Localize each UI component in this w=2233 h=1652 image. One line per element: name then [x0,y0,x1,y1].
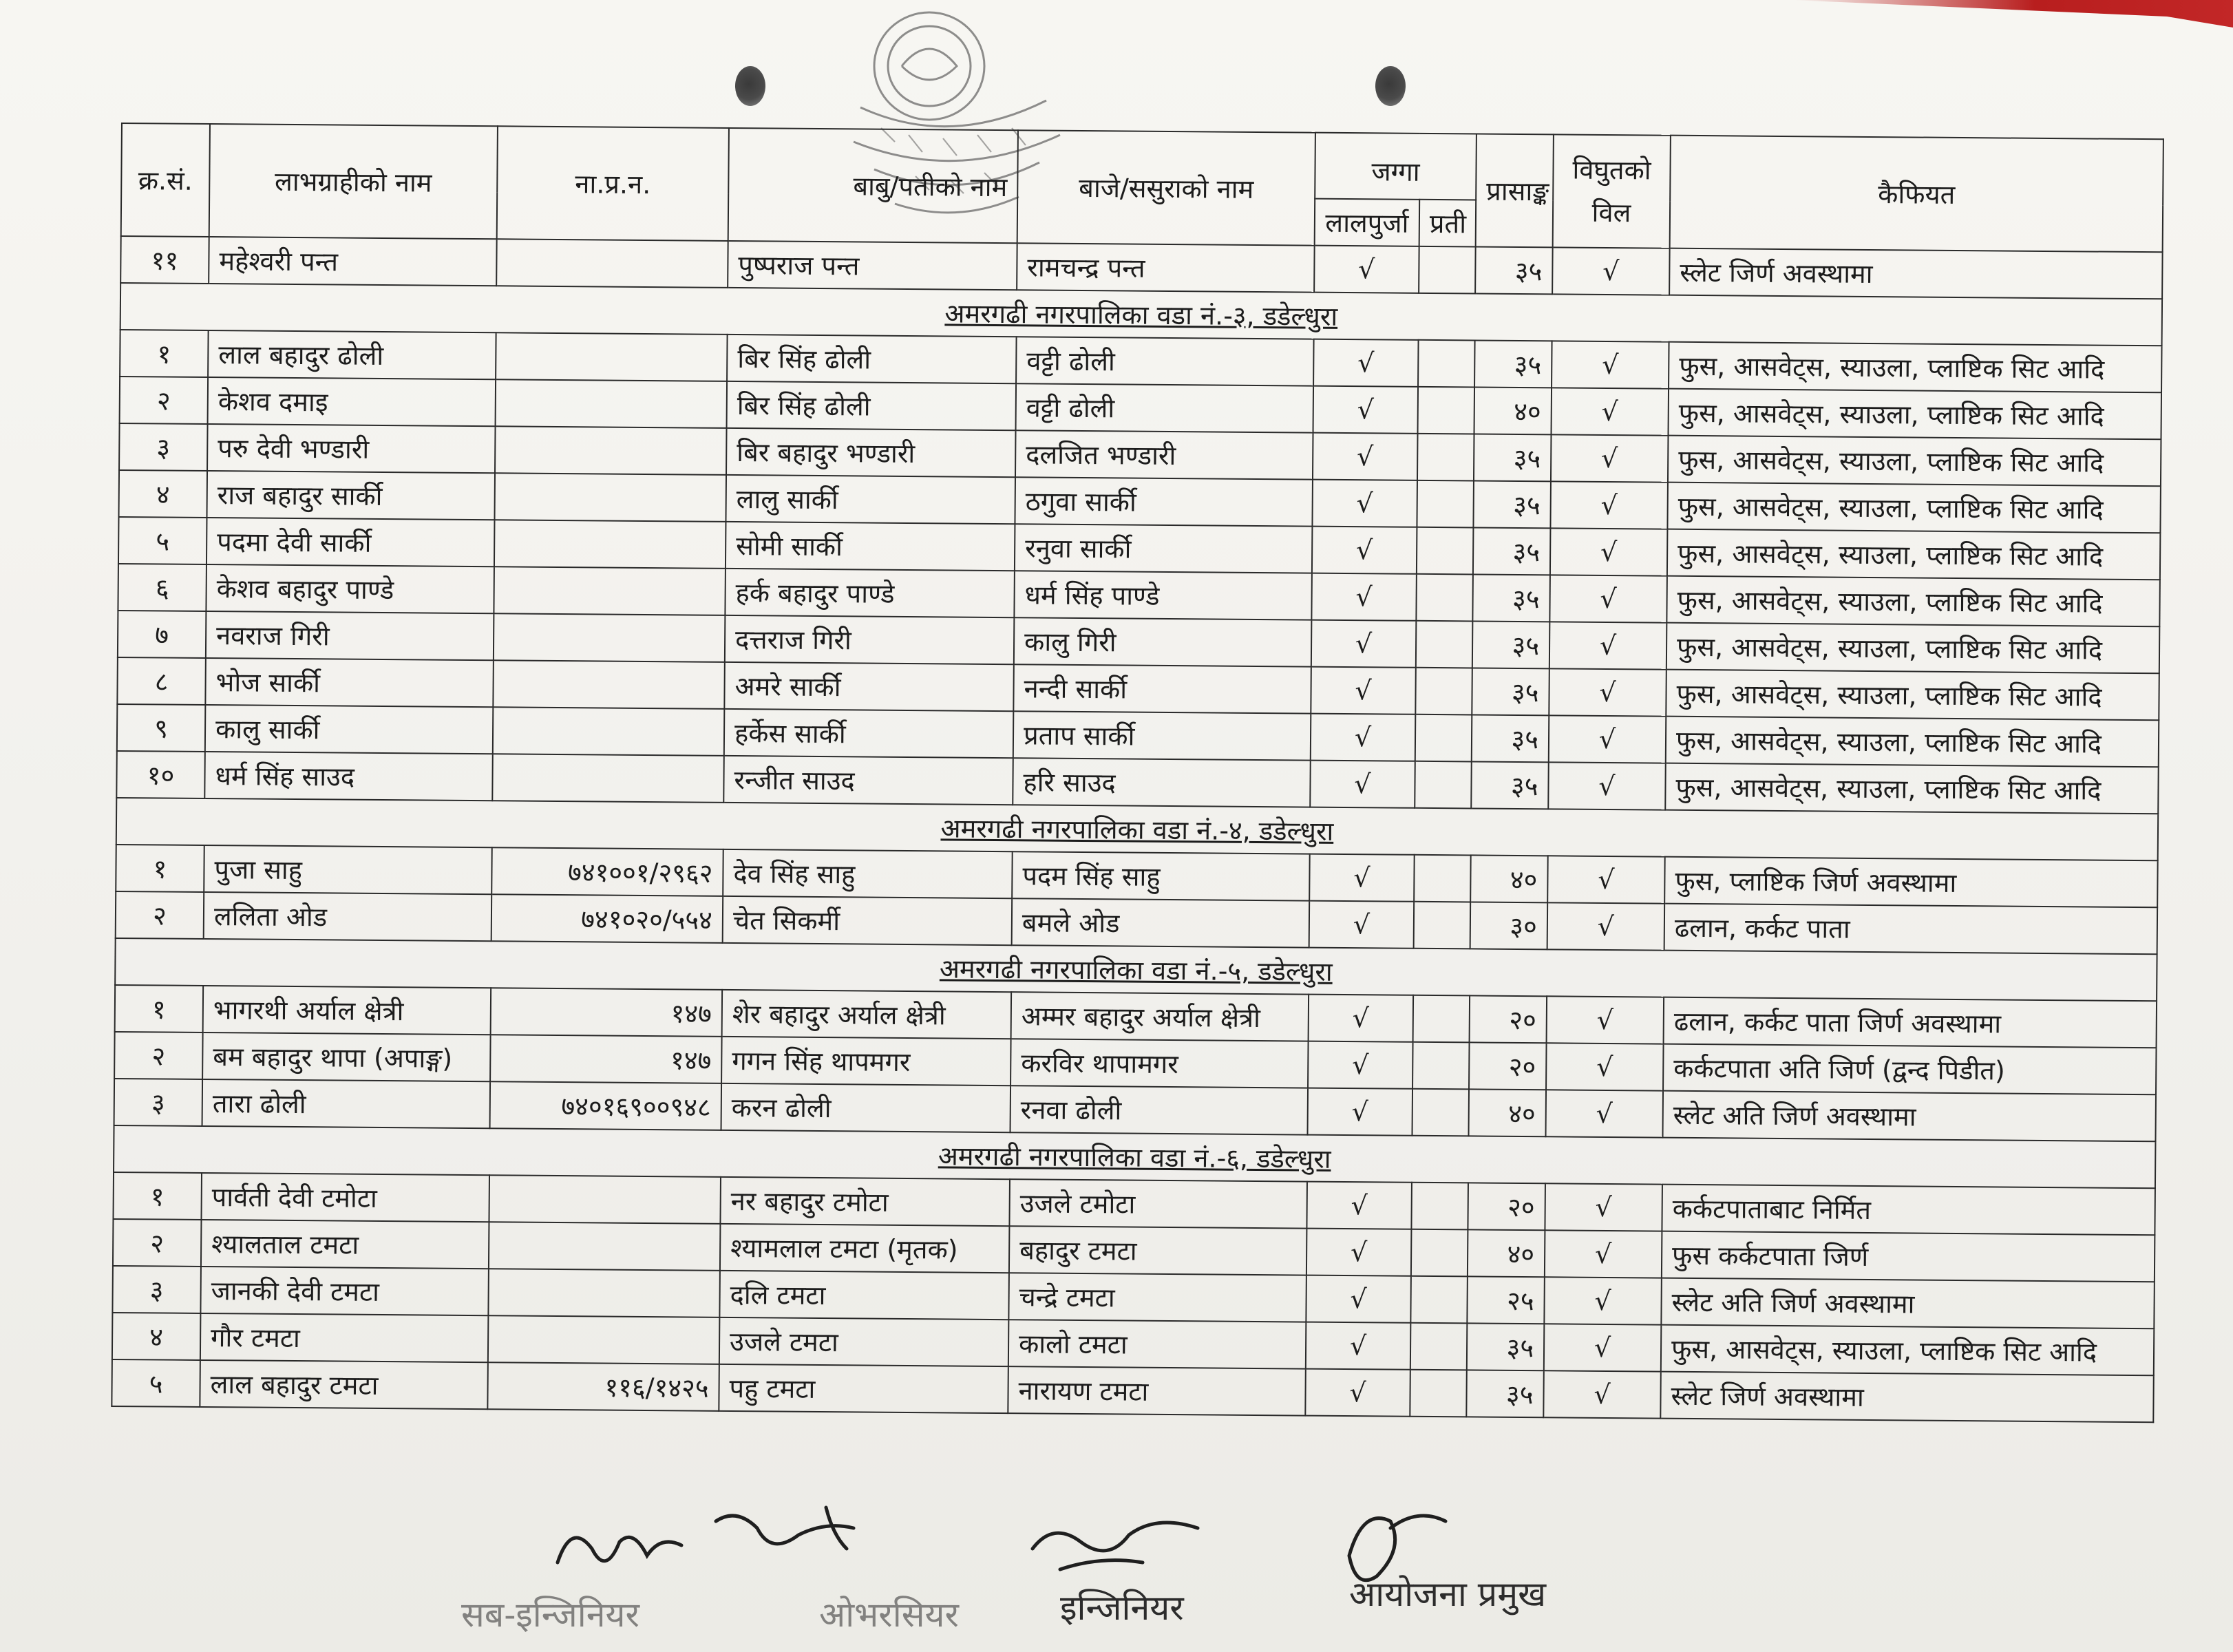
cell-lalpurja-check: √ [1311,667,1416,714]
cell-electricity-check: √ [1547,856,1665,903]
cell-remarks: फुस, आसवेट्स, स्याउला, प्लाष्टिक सिट आदि [1666,576,2160,627]
cell-score: ४० [1468,1089,1546,1136]
cell-prati [1418,387,1475,434]
header-remarks: कैफियत [1670,136,2163,253]
cell-father: दलि टमटा [719,1271,1009,1320]
cell-score: ३५ [1474,434,1552,481]
cell-score: ३५ [1472,574,1550,622]
cell-electricity-check: √ [1550,481,1668,529]
cell-citizenship [492,754,724,803]
cell-remarks: फुस, आसवेट्स, स्याउला, प्लाष्टिक सिट आदि [1666,623,2160,674]
cell-father: देव सिंह साहु [723,849,1013,898]
signature-label-overseer: ओभरसियर [819,1595,959,1635]
cell-remarks: फुस, आसवेट्स, स्याउला, प्लाष्टिक सिट आदि [1667,483,2161,533]
cell-name: गौर टमटा [200,1313,489,1362]
cell-score: ३५ [1474,340,1552,388]
cell-electricity-check: √ [1552,388,1669,435]
cell-sn: ३ [119,423,208,471]
cell-citizenship [493,660,725,709]
cell-prati [1410,1323,1468,1370]
cell-sn: २ [120,377,209,424]
cell-score: ४० [1468,1229,1545,1277]
cell-father: श्यामलाल टमटा (मृतक) [720,1224,1010,1273]
cell-electricity-check: √ [1545,1090,1663,1137]
cell-grandfather: बहादुर टमटा [1009,1226,1307,1275]
cell-name: महेश्वरी पन्त [209,237,497,286]
cell-score: ३५ [1475,246,1553,294]
cell-name: भोज सार्की [205,658,494,707]
cell-remarks: स्लेट अति जिर्ण अवस्थामा [1662,1091,2156,1142]
cell-name: जानकी देवी टमटा [200,1267,489,1315]
cell-name: लाल बहादुर टमटा [200,1360,488,1409]
cell-remarks: फुस, आसवेट्स, स्याउला, प्लाष्टिक सिट आदि [1665,763,2159,814]
cell-name: केशव बहादुर पाण्डे [206,564,494,613]
cell-score: ३५ [1466,1370,1544,1417]
cell-sn: २ [113,1219,202,1267]
cell-lalpurja-check: √ [1310,761,1415,808]
cell-grandfather: धर्म सिंह पाण्डे [1014,571,1312,620]
cell-electricity-check: √ [1549,668,1666,716]
cell-sn: ३ [114,1079,203,1126]
cell-father: सोमी सार्की [726,522,1015,571]
cell-grandfather: रनुवा सार्की [1015,524,1313,573]
cell-remarks: फुस, प्लाष्टिक जिर्ण अवस्थामा [1664,857,2158,908]
punch-hole [735,66,765,106]
cell-grandfather: उजले टमोटा [1009,1179,1307,1228]
cell-sn: ७ [118,611,207,658]
cell-name: राज बहादुर सार्की [207,471,495,520]
cell-prati [1415,714,1472,762]
cell-prati [1414,902,1471,949]
cell-father: हर्केस सार्की [724,709,1014,758]
cell-grandfather: ठगुवा सार्की [1015,477,1313,526]
cell-electricity-check: √ [1546,1043,1664,1090]
cell-prati [1410,1276,1468,1324]
cell-score: ३५ [1473,480,1551,528]
cell-father: पहु टमटा [719,1364,1008,1413]
cell-sn: १० [116,751,205,798]
cell-score: ३५ [1471,761,1549,809]
cell-remarks: फुस कर्कटपाता जिर्ण [1662,1231,2155,1282]
cell-electricity-check: √ [1549,622,1667,669]
cell-sn: ४ [118,470,207,518]
header-citizenship: ना.प्र.न. [497,126,729,241]
cell-prati [1416,621,1473,668]
header-grandfather: बाजे/ससुराको नाम [1017,130,1315,245]
cell-electricity-check: √ [1551,434,1669,482]
cell-grandfather: रामचन्द्र पन्त [1017,243,1315,292]
cell-name: परु देवी भण्डारी [207,424,496,473]
cell-grandfather: कालु गिरी [1014,617,1312,666]
cell-father: उजले टमटा [719,1317,1009,1366]
cell-name: पार्वती देवी टमोटा [201,1173,489,1222]
header-sn: क्र.सं. [121,123,210,237]
cell-citizenship [489,1175,721,1224]
cell-remarks: फुस, आसवेट्स, स्याउला, प्लाष्टिक सिट आदि [1668,436,2161,487]
cell-lalpurja-check: √ [1313,386,1419,434]
cell-grandfather: नन्दी सार्की [1013,664,1311,713]
cell-remarks: फुस, आसवेट्स, स्याउला, प्लाष्टिक सिट आदि [1666,670,2159,721]
cell-grandfather: अम्मर बहादुर अर्याल क्षेत्री [1011,992,1309,1041]
cell-lalpurja-check: √ [1306,1275,1411,1323]
cell-prati [1414,855,1471,902]
header-father: बाबु/पतीको नाम [728,128,1018,243]
cell-electricity-check: √ [1548,762,1666,809]
cell-lalpurja-check: √ [1309,995,1414,1042]
cell-sn: ८ [117,657,206,705]
cell-citizenship [493,707,725,756]
cell-name: ललिता ओड [204,892,492,941]
cell-electricity-check: √ [1543,1370,1661,1418]
header-land: जग्गा [1315,133,1477,200]
cell-name: पुजा साहु [204,845,492,894]
signature-label-engineer: इन्जिनियर [1060,1588,1184,1628]
cell-sn: १ [115,985,204,1032]
cell-lalpurja-check: √ [1309,901,1415,949]
cell-father: अमरे सार्की [724,662,1014,711]
cell-remarks: फुस, आसवेट्स, स्याउला, प्लाष्टिक सिट आदि [1667,529,2161,580]
beneficiary-table [111,123,2164,1423]
cell-lalpurja-check: √ [1312,480,1417,527]
cell-lalpurja-check: √ [1314,246,1419,293]
cell-grandfather: बमले ओड [1012,898,1310,947]
cell-citizenship [495,426,727,475]
signature-label-project-head: आयोजना प्रमुख [1349,1574,1546,1614]
cell-citizenship [494,520,726,569]
cell-remarks: स्लेट जिर्ण अवस्थामा [1660,1372,2154,1423]
cell-electricity-check: √ [1544,1277,1662,1324]
cell-score: ४० [1474,387,1552,434]
cell-sn: ४ [112,1313,201,1360]
cell-score: ३५ [1467,1323,1545,1370]
cell-electricity-check: √ [1549,575,1667,622]
ward-section-title: अमरगढी नगरपालिका वडा नं.-६, डडेल्धुरा [114,1125,2155,1188]
cell-name: श्यालताल टमटा [201,1220,489,1269]
ward-section-title: अमरगढी नगरपालिका वडा नं.-३, डडेल्धुरा [120,283,2162,346]
cell-sn: ५ [112,1359,200,1407]
cell-name: धर्म सिंह साउद [204,752,493,801]
signature-label-sub-engineer: सब-इन्जिनियर [461,1595,639,1635]
cell-citizenship: ७४१००१/२९६२ [491,847,723,896]
cell-prati [1418,340,1475,388]
cell-father: हर्क बहादुर पाण्डे [725,569,1015,617]
cell-prati [1415,668,1472,715]
cell-name: केशव दमाइ [208,377,496,426]
cell-prati [1410,1370,1467,1417]
cell-electricity-check: √ [1545,1183,1662,1231]
cell-name: पदमा देवी सार्की [207,518,495,566]
cell-sn: १ [120,330,209,377]
cell-sn: १ [113,1172,202,1220]
header-lalpurja: लालपुर्जा [1315,199,1420,246]
cell-name: भागरथी अर्याल क्षेत्री [203,986,491,1035]
cell-grandfather: दलजित भण्डारी [1015,430,1313,479]
cell-citizenship [494,473,726,522]
cell-lalpurja-check: √ [1311,573,1417,621]
cell-remarks: फुस, आसवेट्स, स्याउला, प्लाष्टिक सिट आदि [1661,1325,2155,1376]
cell-father: करन ढोली [721,1083,1011,1132]
cell-lalpurja-check: √ [1306,1322,1411,1370]
cell-score: २५ [1467,1276,1545,1324]
cell-lalpurja-check: √ [1311,714,1416,761]
cell-electricity-check: √ [1544,1324,1662,1371]
cell-grandfather: रनवा ढोली [1010,1086,1309,1134]
cell-father: बिर बहादुर भण्डारी [726,428,1016,477]
cell-lalpurja-check: √ [1305,1369,1410,1417]
cell-father: शेर बहादुर अर्याल क्षेत्री [722,990,1012,1039]
cell-sn: २ [116,891,204,939]
cell-grandfather: करविर थापामगर [1010,1039,1309,1088]
cell-sn: ५ [118,517,207,564]
cell-remarks: फुस, आसवेट्स, स्याउला, प्लाष्टिक सिट आदि [1669,342,2162,393]
cell-score: ३५ [1473,527,1551,575]
cell-sn: २ [114,1032,203,1079]
cell-citizenship [494,613,726,662]
cell-prati [1411,1229,1468,1277]
cell-name: लाल बहादुर ढोली [208,330,496,379]
cell-grandfather: नारायण टमटा [1008,1366,1306,1415]
cell-citizenship: ११६/१४२५ [487,1362,719,1411]
cell-father: पुष्पराज पन्त [728,241,1017,290]
cell-citizenship [496,239,728,288]
cell-prati [1415,761,1472,809]
cell-prati [1411,1183,1468,1230]
cell-remarks: स्लेट जिर्ण अवस्थामा [1669,248,2163,299]
cell-prati [1417,480,1474,528]
cell-electricity-check: √ [1552,247,1670,295]
cell-grandfather: कालो टमटा [1008,1320,1306,1368]
cell-grandfather: चन्द्रे टमटा [1008,1273,1306,1322]
cell-citizenship [496,332,728,381]
cell-citizenship [496,379,728,428]
cell-sn: ९ [117,704,206,752]
cell-father: बिर सिंह ढोली [727,381,1017,430]
cell-sn: ६ [118,564,207,611]
cell-prati [1413,995,1470,1043]
cell-electricity-check: √ [1550,528,1668,575]
cell-remarks: कर्कटपाता अति जिर्ण (द्वन्द पिडीत) [1663,1044,2157,1095]
cell-prati [1417,527,1474,575]
cell-remarks: फुस, आसवेट्स, स्याउला, प्लाष्टिक सिट आदि [1668,389,2161,440]
cell-prati [1412,1089,1469,1136]
cell-lalpurja-check: √ [1313,433,1418,480]
cell-lalpurja-check: √ [1308,1088,1413,1136]
cell-citizenship [488,1269,720,1317]
cell-grandfather: हरि साउद [1013,758,1311,807]
cell-prati [1417,434,1474,481]
cell-father: गगन सिंह थापमगर [721,1037,1011,1086]
cell-remarks: स्लेट अति जिर्ण अवस्थामा [1661,1278,2155,1329]
cell-citizenship: १४७ [490,1035,722,1083]
cell-lalpurja-check: √ [1311,620,1417,668]
cell-name: तारा ढोली [202,1079,491,1128]
cell-citizenship: १४७ [491,988,723,1037]
cell-father: दत्तराज गिरी [725,615,1015,664]
cell-lalpurja-check: √ [1308,1041,1413,1089]
cell-score: ३५ [1472,714,1549,762]
cell-score: ४० [1470,855,1548,902]
cell-father: लालु सार्की [726,475,1015,524]
cell-electricity-check: √ [1547,996,1664,1044]
cell-score: २० [1468,1183,1545,1230]
punch-hole [1375,66,1406,106]
cell-citizenship [488,1315,720,1364]
cell-sn: १ [116,845,204,892]
cell-sn: ३ [112,1266,201,1313]
cell-citizenship: ७४१०२०/५५४ [491,894,723,943]
header-electricity: विघुतको विल [1553,134,1671,248]
cell-prati [1416,574,1473,622]
cell-prati [1412,1042,1470,1090]
cell-score: ३५ [1472,668,1549,715]
cell-citizenship [489,1222,721,1271]
cell-grandfather: वट्टी ढोली [1016,337,1314,385]
cell-electricity-check: √ [1545,1230,1662,1278]
cell-electricity-check: √ [1552,341,1669,388]
cell-father: चेत सिकर्मी [723,896,1013,945]
cell-score: ३५ [1472,621,1550,668]
cell-grandfather: पदम सिंह साहु [1012,851,1310,900]
cell-name: नवराज गिरी [206,611,494,660]
header-name: लाभग्राहीको नाम [209,124,498,239]
cell-electricity-check: √ [1549,715,1666,763]
cell-father: बिर सिंह ढोली [727,335,1017,383]
cell-remarks: फुस, आसवेट्स, स्याउला, प्लाष्टिक सिट आदि [1666,717,2159,767]
cell-electricity-check: √ [1547,902,1665,950]
cell-sn: ११ [120,236,209,284]
cell-score: ३० [1470,902,1548,949]
cell-score: २० [1469,1042,1547,1090]
cell-father: रन्जीत साउद [723,756,1013,805]
cell-citizenship: ७४०१६९००९४८ [490,1081,722,1130]
cell-lalpurja-check: √ [1306,1229,1412,1276]
ward-section-title: अमरगढी नगरपालिका वडा नं.-४, डडेल्धुरा [116,798,2158,860]
header-prati: प्रती [1419,200,1477,247]
signature-block [413,1480,1859,1652]
cell-remarks: कर्कटपाताबाट निर्मित [1662,1185,2155,1236]
cell-lalpurja-check: √ [1312,527,1417,574]
cell-lalpurja-check: √ [1313,339,1419,387]
cell-grandfather: वट्टी ढोली [1016,383,1314,432]
cell-lalpurja-check: √ [1306,1182,1412,1229]
cell-remarks: ढलान, कर्कट पाता जिर्ण अवस्थामा [1664,997,2157,1048]
cell-name: बम बहादुर थापा (अपाङ्ग) [202,1032,491,1081]
red-corner-mark [1792,0,2233,28]
cell-father: नर बहादुर टमोटा [720,1177,1010,1226]
cell-remarks: ढलान, कर्कट पाता [1664,904,2158,955]
header-prasangik: प्रासाङ्क [1476,134,1554,247]
cell-citizenship [494,566,726,615]
table-body [112,236,2162,1422]
cell-score: २० [1470,995,1547,1043]
ward-section-title: अमरगढी नगरपालिका वडा नं.-५, डडेल्धुरा [115,938,2157,1001]
cell-prati [1419,246,1476,294]
cell-lalpurja-check: √ [1309,854,1415,902]
cell-grandfather: प्रताप सार्की [1013,711,1311,760]
cell-name: कालु सार्की [205,705,494,754]
